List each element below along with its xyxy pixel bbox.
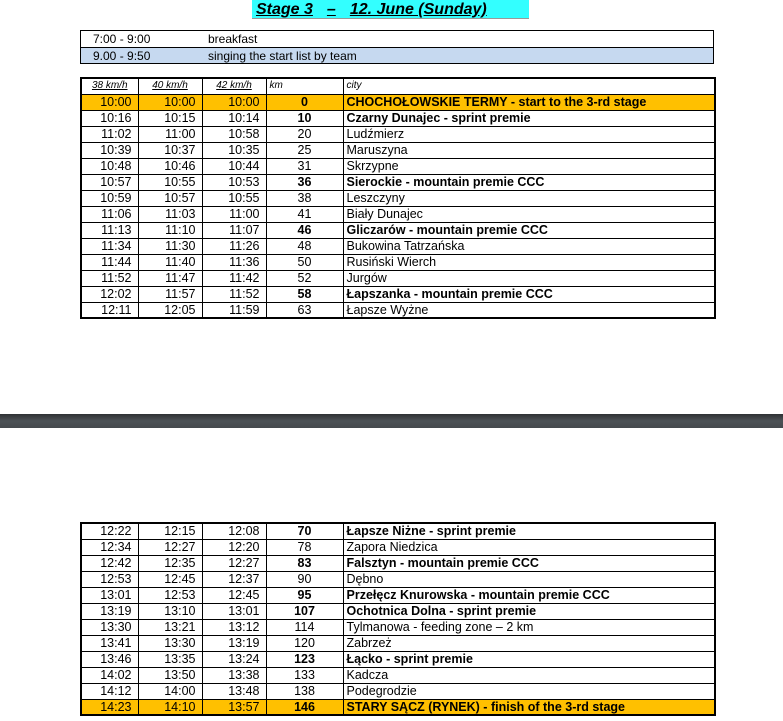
time-40kmh: 13:30 xyxy=(138,635,202,651)
city-name: Jurgów xyxy=(343,270,715,286)
time-42kmh: 13:01 xyxy=(202,603,266,619)
time-38kmh: 13:41 xyxy=(81,635,138,651)
time-38kmh: 10:16 xyxy=(81,110,138,126)
distance-km: 83 xyxy=(266,555,343,571)
time-38kmh: 14:23 xyxy=(81,699,138,715)
time-42kmh: 13:38 xyxy=(202,667,266,683)
time-38kmh: 10:59 xyxy=(81,190,138,206)
time-42kmh: 12:45 xyxy=(202,587,266,603)
time-40kmh: 14:10 xyxy=(138,699,202,715)
city-name: Ludźmierz xyxy=(343,126,715,142)
header-km: km xyxy=(266,78,343,94)
time-38kmh: 10:00 xyxy=(81,94,138,110)
distance-km: 25 xyxy=(266,142,343,158)
time-42kmh: 10:53 xyxy=(202,174,266,190)
time-38kmh: 12:02 xyxy=(81,286,138,302)
time-40kmh: 12:27 xyxy=(138,539,202,555)
distance-km: 48 xyxy=(266,238,343,254)
distance-km: 41 xyxy=(266,206,343,222)
route-row xyxy=(81,142,715,158)
time-42kmh: 13:19 xyxy=(202,635,266,651)
route-row xyxy=(81,222,715,238)
time-40kmh: 11:40 xyxy=(138,254,202,270)
time-40kmh: 10:37 xyxy=(138,142,202,158)
time-42kmh: 10:55 xyxy=(202,190,266,206)
route-row xyxy=(81,683,715,699)
time-40kmh: 10:55 xyxy=(138,174,202,190)
distance-km: 38 xyxy=(266,190,343,206)
city-name: Przełęcz Knurowska - mountain premie CCC xyxy=(343,587,715,603)
time-42kmh: 11:59 xyxy=(202,302,266,318)
time-40kmh: 10:00 xyxy=(138,94,202,110)
distance-km: 20 xyxy=(266,126,343,142)
distance-km: 0 xyxy=(266,94,343,110)
city-name: Leszczyny xyxy=(343,190,715,206)
time-40kmh: 11:00 xyxy=(138,126,202,142)
route-row xyxy=(81,270,715,286)
distance-km: 58 xyxy=(266,286,343,302)
time-42kmh: 12:27 xyxy=(202,555,266,571)
route-row xyxy=(81,158,715,174)
time-38kmh: 14:02 xyxy=(81,667,138,683)
route-row xyxy=(81,238,715,254)
city-name: STARY SĄCZ (RYNEK) - finish of the 3-rd stage xyxy=(343,699,715,715)
time-38kmh: 10:57 xyxy=(81,174,138,190)
route-row xyxy=(81,254,715,270)
distance-km: 133 xyxy=(266,667,343,683)
route-row xyxy=(81,571,715,587)
time-38kmh: 12:34 xyxy=(81,539,138,555)
route-row xyxy=(81,619,715,635)
route-table-top xyxy=(80,77,716,319)
time-42kmh: 11:36 xyxy=(202,254,266,270)
time-42kmh: 10:58 xyxy=(202,126,266,142)
time-38kmh: 11:44 xyxy=(81,254,138,270)
time-42kmh: 13:57 xyxy=(202,699,266,715)
time-40kmh: 12:15 xyxy=(138,523,202,539)
route-row xyxy=(81,110,715,126)
route-row xyxy=(81,174,715,190)
time-42kmh: 12:08 xyxy=(202,523,266,539)
city-name: Zabrzeż xyxy=(343,635,715,651)
time-38kmh: 13:01 xyxy=(81,587,138,603)
header-42kmh: 42 km/h xyxy=(202,78,266,94)
distance-km: 95 xyxy=(266,587,343,603)
city-name: Łącko - sprint premie xyxy=(343,651,715,667)
route-row xyxy=(81,286,715,302)
route-header-row xyxy=(81,78,715,94)
time-40kmh: 11:57 xyxy=(138,286,202,302)
distance-km: 36 xyxy=(266,174,343,190)
header-city: city xyxy=(343,78,715,94)
route-row xyxy=(81,555,715,571)
route-row xyxy=(81,635,715,651)
time-40kmh: 13:21 xyxy=(138,619,202,635)
time-40kmh: 12:53 xyxy=(138,587,202,603)
city-name: Gliczarów - mountain premie CCC xyxy=(343,222,715,238)
distance-km: 120 xyxy=(266,635,343,651)
time-40kmh: 12:35 xyxy=(138,555,202,571)
header-40kmh: 40 km/h xyxy=(138,78,202,94)
city-name: Kadcza xyxy=(343,667,715,683)
time-40kmh: 11:47 xyxy=(138,270,202,286)
distance-km: 63 xyxy=(266,302,343,318)
time-40kmh: 10:46 xyxy=(138,158,202,174)
distance-km: 31 xyxy=(266,158,343,174)
distance-km: 78 xyxy=(266,539,343,555)
time-42kmh: 13:24 xyxy=(202,651,266,667)
daily-schedule xyxy=(80,30,714,64)
route-row xyxy=(81,190,715,206)
time-42kmh: 11:52 xyxy=(202,286,266,302)
distance-km: 114 xyxy=(266,619,343,635)
distance-km: 90 xyxy=(266,571,343,587)
stage-title xyxy=(252,0,529,19)
distance-km: 146 xyxy=(266,699,343,715)
time-38kmh: 13:46 xyxy=(81,651,138,667)
time-40kmh: 11:30 xyxy=(138,238,202,254)
page-separator xyxy=(0,414,783,428)
city-name: Zapora Niedzica xyxy=(343,539,715,555)
time-42kmh: 11:26 xyxy=(202,238,266,254)
time-40kmh: 11:10 xyxy=(138,222,202,238)
schedule-row xyxy=(81,31,713,47)
route-row xyxy=(81,523,715,539)
time-40kmh: 11:03 xyxy=(138,206,202,222)
time-38kmh: 12:53 xyxy=(81,571,138,587)
time-38kmh: 12:22 xyxy=(81,523,138,539)
time-38kmh: 10:48 xyxy=(81,158,138,174)
city-name: CHOCHOŁOWSKIE TERMY - start to the 3-rd stage xyxy=(343,94,715,110)
distance-km: 46 xyxy=(266,222,343,238)
time-42kmh: 10:35 xyxy=(202,142,266,158)
time-38kmh: 11:02 xyxy=(81,126,138,142)
city-name: Tylmanowa - feeding zone – 2 km xyxy=(343,619,715,635)
time-40kmh: 12:45 xyxy=(138,571,202,587)
city-name: Sierockie - mountain premie CCC xyxy=(343,174,715,190)
time-38kmh: 11:34 xyxy=(81,238,138,254)
time-38kmh: 11:52 xyxy=(81,270,138,286)
route-table-bottom xyxy=(80,522,716,716)
time-42kmh: 12:20 xyxy=(202,539,266,555)
time-42kmh: 10:00 xyxy=(202,94,266,110)
distance-km: 123 xyxy=(266,651,343,667)
route-row xyxy=(81,206,715,222)
header-38kmh: 38 km/h xyxy=(81,78,138,94)
time-40kmh: 13:50 xyxy=(138,667,202,683)
schedule-activity: breakfast xyxy=(208,32,258,46)
city-name: Dębno xyxy=(343,571,715,587)
time-38kmh: 13:19 xyxy=(81,603,138,619)
distance-km: 52 xyxy=(266,270,343,286)
time-40kmh: 12:05 xyxy=(138,302,202,318)
route-row xyxy=(81,539,715,555)
distance-km: 138 xyxy=(266,683,343,699)
time-42kmh: 11:42 xyxy=(202,270,266,286)
city-name: Podegrodzie xyxy=(343,683,715,699)
time-38kmh: 12:11 xyxy=(81,302,138,318)
time-42kmh: 13:12 xyxy=(202,619,266,635)
city-name: Maruszyna xyxy=(343,142,715,158)
time-42kmh: 10:44 xyxy=(202,158,266,174)
distance-km: 10 xyxy=(266,110,343,126)
route-row xyxy=(81,667,715,683)
route-row xyxy=(81,126,715,142)
city-name: Łapsze Wyżne xyxy=(343,302,715,318)
city-name: Ochotnica Dolna - sprint premie xyxy=(343,603,715,619)
time-38kmh: 11:13 xyxy=(81,222,138,238)
time-40kmh: 10:15 xyxy=(138,110,202,126)
route-row xyxy=(81,302,715,318)
time-38kmh: 11:06 xyxy=(81,206,138,222)
distance-km: 70 xyxy=(266,523,343,539)
stage-date: 12. June (Sunday) xyxy=(349,1,487,18)
time-42kmh: 11:00 xyxy=(202,206,266,222)
city-name: Łapsze Niżne - sprint premie xyxy=(343,523,715,539)
time-42kmh: 13:48 xyxy=(202,683,266,699)
distance-km: 107 xyxy=(266,603,343,619)
time-40kmh: 13:10 xyxy=(138,603,202,619)
route-row xyxy=(81,651,715,667)
time-38kmh: 12:42 xyxy=(81,555,138,571)
city-name: Bukowina Tatrzańska xyxy=(343,238,715,254)
time-38kmh: 13:30 xyxy=(81,619,138,635)
city-name: Biały Dunajec xyxy=(343,206,715,222)
schedule-row xyxy=(81,47,713,63)
route-row xyxy=(81,603,715,619)
time-40kmh: 10:57 xyxy=(138,190,202,206)
route-row xyxy=(81,699,715,715)
time-38kmh: 14:12 xyxy=(81,683,138,699)
route-row xyxy=(81,587,715,603)
city-name: Łapszanka - mountain premie CCC xyxy=(343,286,715,302)
time-42kmh: 11:07 xyxy=(202,222,266,238)
time-42kmh: 12:37 xyxy=(202,571,266,587)
city-name: Falsztyn - mountain premie CCC xyxy=(343,555,715,571)
title-dash: – xyxy=(326,1,336,18)
city-name: Skrzypne xyxy=(343,158,715,174)
stage-label: Stage 3 xyxy=(256,1,313,18)
time-40kmh: 13:35 xyxy=(138,651,202,667)
city-name: Rusiński Wierch xyxy=(343,254,715,270)
route-row xyxy=(81,94,715,110)
schedule-time: 7:00 - 9:00 xyxy=(93,32,151,46)
city-name: Czarny Dunajec - sprint premie xyxy=(343,110,715,126)
time-38kmh: 10:39 xyxy=(81,142,138,158)
schedule-activity: singing the start list by team xyxy=(208,49,357,63)
schedule-time: 9.00 - 9:50 xyxy=(93,49,151,63)
time-42kmh: 10:14 xyxy=(202,110,266,126)
distance-km: 50 xyxy=(266,254,343,270)
time-40kmh: 14:00 xyxy=(138,683,202,699)
